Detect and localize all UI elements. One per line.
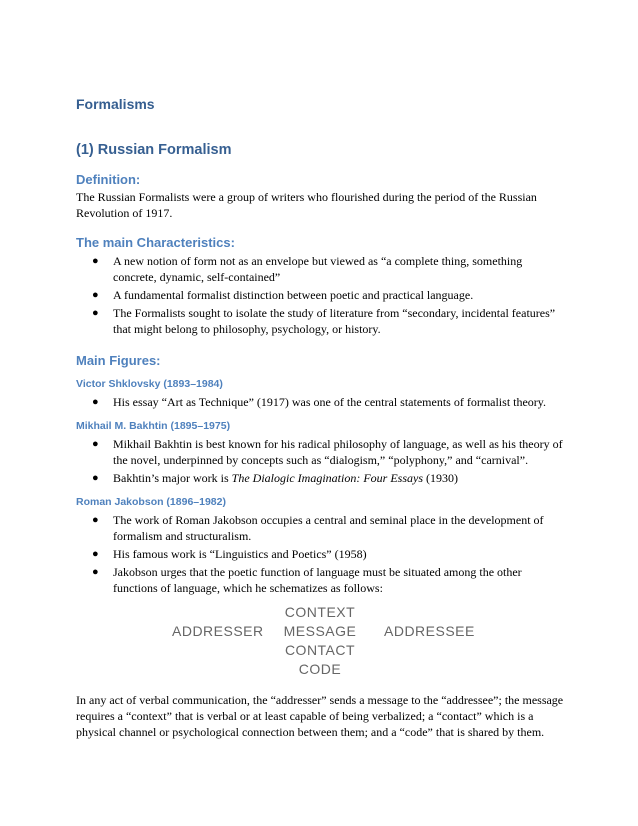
bullet-icon: ● [92,514,99,526]
bullet-icon: ● [92,438,99,450]
list-item: ● His famous work is “Linguistics and Poetics” (1958) [92,547,367,561]
document-content [76,96,564,740]
diagram-addresser: ADDRESSER [172,623,264,639]
bullet-icon: ● [92,472,99,484]
bullet-icon: ● [92,255,99,267]
bullet-icon: ● [92,289,99,301]
list-item: ● A new notion of form not as an envelope but viewed as “a complete thing, something concrete, dynamic, self-contained” [92,254,523,284]
list-item: ● The Formalists sought to isolate the study of literature from “secondary, incidental features” that might belong to philosophy, psychology, or history. [92,306,556,336]
section-title: (1) Russian Formalism [76,142,232,158]
list-item: ● Jakobson urges that the poetic function of language must be situated among the other functions of language, which he schematizes as follows: [92,565,522,595]
definition-text: The Russian Formalists were a group of writers who flourished during the period of the Russian Revolution of 1917. [76,190,537,220]
diagram-code: CODE [298,661,342,677]
list-item: ● The work of Roman Jakobson occupies a central and seminal place in the development of formalism and structuralism. [92,513,544,543]
list-item: ● Bakhtin’s major work is The Dialogic Imagination: Four Essays (1930) [92,471,458,485]
shklovsky-list [76,394,564,410]
jakobson-list [76,512,564,596]
document-title: Formalisms [76,96,155,112]
bullet-icon: ● [92,396,99,408]
bullet-icon: ● [92,548,99,560]
bullet-icon: ● [92,566,99,578]
figure-heading-shklovsky: Victor Shklovsky (1893–1984) [76,378,223,390]
diagram-message: MESSAGE [283,623,357,639]
diagram-addressee: ADDRESSEE [384,623,475,639]
list-item: ● His essay “Art as Technique” (1917) was one of the central statements of formalist theory. [92,395,547,409]
figure-heading-bakhtin: Mikhail M. Bakhtin (1895–1975) [76,420,231,432]
communication-diagram [76,604,564,677]
definition-heading: Definition: [76,172,141,187]
diagram-context: CONTEXT [284,604,356,620]
characteristics-list [76,253,564,337]
bullet-icon: ● [92,307,99,319]
book-title: The Dialogic Imagination: Four Essays [231,471,423,485]
bakhtin-list [76,436,564,486]
diagram-contact: CONTACT [284,642,356,658]
closing-paragraph: In any act of verbal communication, the “addresser” sends a message to the “addressee”; the message requires a “context” that is verbal or at least capable of being verbalized; a “contact” which is a physical channel or psychological connection between them; and a “code” that is shared by them. [76,693,564,739]
figure-heading-jakobson: Roman Jakobson (1896–1982) [76,496,226,508]
list-item: ● A fundamental formalist distinction between poetic and practical language. [92,288,474,302]
characteristics-heading: The main Characteristics: [76,235,235,250]
list-item: ● Mikhail Bakhtin is best known for his radical philosophy of language, as well as his theory of the novel, underpinned by concepts such as “dialogism,” “polyphony,” and “carnival”. [92,437,563,467]
main-figures-heading: Main Figures: [76,353,161,368]
